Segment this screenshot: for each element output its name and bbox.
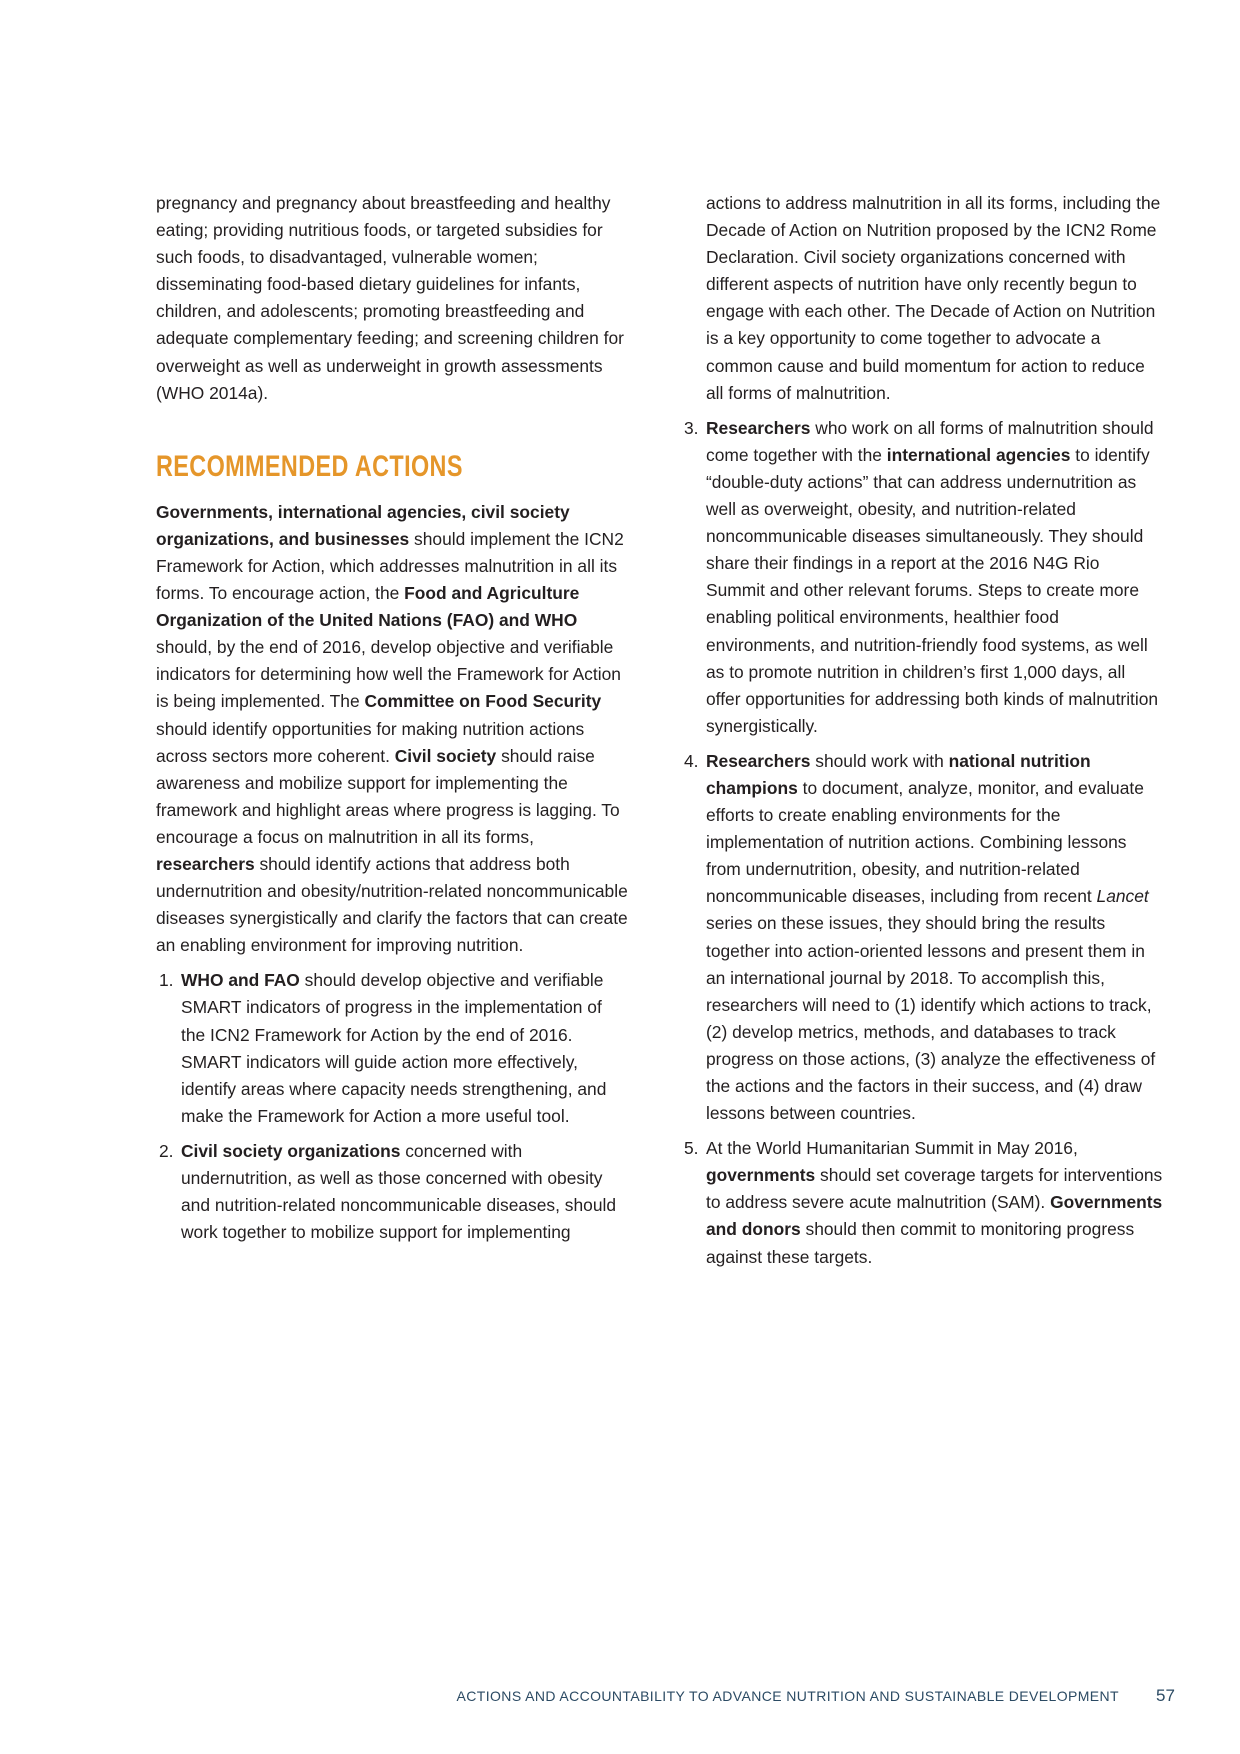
body-text: should implement the ICN2 Framework for Action, which addresses malnutrition in all its forms. To encourage action, the bbox=[156, 528, 624, 604]
bold-phrase: Researchers bbox=[706, 750, 811, 771]
left-column bbox=[156, 190, 630, 1246]
list-number: 5. bbox=[684, 1138, 699, 1159]
intro-paragraph: pregnancy and pregnancy about breastfeeding and healthy eating; providing nutritious foods, or targeted subsidies for such foods, to disadvantaged, vulnerable women; disseminating food-based dietary guidelines for infants, children, and adolescents; promoting breastfeeding and adequate complementary feeding; and screening children for overweight as well as underweight in growth assessments (WHO 2014a). bbox=[156, 193, 624, 403]
list-item-5 bbox=[681, 1135, 1163, 1270]
bold-phrase: Civil society organizations bbox=[181, 1140, 401, 1161]
bold-phrase: national nutrition champions bbox=[706, 750, 1091, 798]
bold-phrase: international agencies bbox=[886, 444, 1071, 465]
body-text: should develop objective and verifiable SMART indicators of progress in the implementation of the ICN2 Framework for Action by the end of 2016. SMART indicators will guide action more effectively, identify areas where capacity needs strengthening, and make the Framework for Action a more useful tool. bbox=[181, 970, 607, 1126]
running-title: ACTIONS AND ACCOUNTABILITY TO ADVANCE NUTRITION AND SUSTAINABLE DEVELOPMENT bbox=[456, 1688, 1119, 1704]
body-text: series on these issues, they should bring the results together into action-oriented lessons and present them in an international journal by 2018. To accomplish this, researchers will need to (1) identify which actions to track, (2) develop metrics, methods, and databases to track progress on those actions, (3) analyze the effectiveness of the actions and the factors in their success, and (4) draw lessons between countries. bbox=[706, 913, 1156, 1124]
recommendations-paragraph bbox=[156, 499, 630, 960]
body-text: should, by the end of 2016, develop objective and verifiable indicators for determining how well the Framework for Action is being implemented. The bbox=[156, 637, 621, 712]
bold-phrase: Governments and donors bbox=[706, 1192, 1163, 1240]
bold-phrase: researchers bbox=[156, 853, 255, 874]
body-text: to identify “double-duty actions” that can address undernutrition as well as overweight, obesity, and nutrition-related noncommunicable diseases simultaneously. They should share their findings in a report at the 2016 N4G Rio Summit and other relevant forums. Steps to create more enabling political environments, healthier food environments, and nutrition-friendly food systems, as well as to promote nutrition in children’s first 1,000 days, all offer opportunities for addressing both kinds of malnutrition synergistically. bbox=[706, 444, 1159, 736]
body-text: should raise awareness and mobilize support for implementing the framework and highlight areas where progress is lagging. To encourage a focus on malnutrition in all its forms, bbox=[156, 745, 620, 847]
body-text: should identify actions that address both undernutrition and obesity/nutrition-related noncommunicable diseases synergistically and clarify the factors that can create an enabling environment for improving nutrition. bbox=[156, 853, 628, 956]
body-text: At the World Humanitarian Summit in May 2016, bbox=[706, 1138, 1078, 1159]
bold-phrase: WHO and FAO bbox=[181, 970, 300, 991]
list-item-2 bbox=[156, 1138, 630, 1246]
list-number: 1. bbox=[159, 970, 174, 991]
list-item-3 bbox=[681, 415, 1163, 740]
body-text: should identify opportunities for making nutrition actions across sectors more coherent. bbox=[156, 718, 585, 766]
body-text: should set coverage targets for interventions to address severe acute malnutrition (SAM). bbox=[706, 1165, 1163, 1213]
list-item-2-continued bbox=[681, 190, 1163, 407]
list-number: 3. bbox=[684, 417, 699, 438]
recommendations-list-continued bbox=[681, 190, 1163, 1271]
body-text: who work on all forms of malnutrition should come together with the bbox=[706, 417, 1154, 465]
bold-phrase: Committee on Food Security bbox=[364, 691, 602, 712]
body-text: should then commit to monitoring progress against these targets. bbox=[706, 1219, 1135, 1267]
list-item-4 bbox=[681, 748, 1163, 1127]
right-column bbox=[681, 190, 1163, 1271]
page-number: 57 bbox=[1156, 1686, 1175, 1705]
list-number: 2. bbox=[159, 1140, 174, 1161]
body-text: actions to address malnutrition in all its forms, including the Decade of Action on Nutrition proposed by the ICN2 Rome Declaration. Civil society organizations concerned with different aspects of nutrition have only recently begun to engage with each other. The Decade of Action on Nutrition is a key opportunity to come together to advocate a common cause and build momentum for action to reduce all forms of malnutrition. bbox=[706, 193, 1161, 403]
bold-phrase: Governments, international agencies, civil society organizations, and businesses bbox=[156, 501, 570, 549]
list-number: 4. bbox=[684, 750, 699, 771]
recommendations-list bbox=[156, 967, 630, 1246]
bold-phrase: governments bbox=[706, 1165, 816, 1186]
bold-phrase: Researchers bbox=[706, 417, 811, 438]
italic-phrase: Lancet bbox=[1096, 886, 1149, 907]
bold-phrase: Civil society bbox=[394, 745, 497, 766]
list-item-1 bbox=[156, 967, 630, 1130]
body-text: to document, analyze, monitor, and evaluate efforts to create enabling environments for the implementation of nutrition actions. Combining lessons from undernutrition, obesity, and nutrition-related noncommunicable diseases, including from recent bbox=[706, 777, 1144, 907]
bold-phrase: Food and Agriculture Organization of the United Nations (FAO) and WHO bbox=[156, 583, 580, 631]
body-text: should work with bbox=[810, 750, 949, 771]
body-text: concerned with undernutrition, as well as those concerned with obesity and nutrition-related noncommunicable diseases, should work together to mobilize support for implementing bbox=[181, 1140, 617, 1243]
section-heading: RECOMMENDED ACTIONS bbox=[156, 449, 463, 483]
page-footer bbox=[0, 1686, 1240, 1710]
